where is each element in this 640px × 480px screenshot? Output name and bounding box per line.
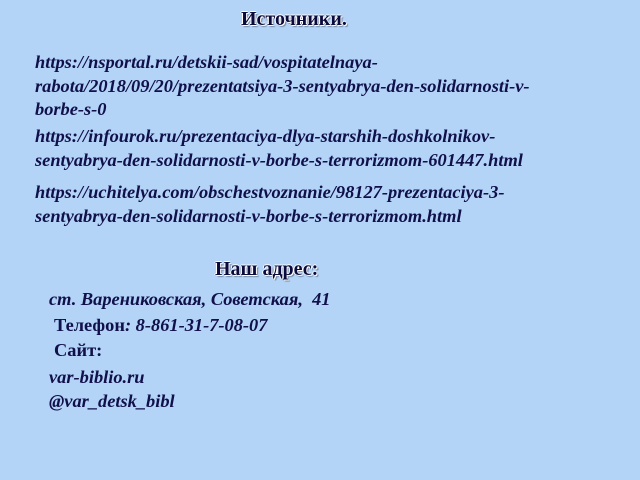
site-label: Сайт: bbox=[54, 340, 103, 360]
source-link-line: https://infourok.ru/prezentaciya-dlya-starshih-doshkolnikov- bbox=[35, 126, 496, 146]
social-handle[interactable]: @var_detsk_bibl bbox=[49, 391, 175, 411]
source-link-uchitelya[interactable] bbox=[35, 181, 635, 228]
source-link-line: https://uchitelya.com/obschestvoznanie/98127-prezentaciya-3- bbox=[35, 182, 505, 202]
source-link-line: sentyabrya-den-solidarnosti-v-borbe-s-terrorizmom.html bbox=[35, 205, 462, 226]
sources-title: Источники. bbox=[241, 8, 347, 30]
source-link-line: rabota/2018/09/20/prezentatsiya-3-sentyabrya-den-solidarnosti-v- bbox=[35, 75, 530, 96]
source-link-line: https://nsportal.ru/detskii-sad/vospitatelnaya- bbox=[35, 52, 378, 72]
source-link-line: borbe-s-0 bbox=[35, 99, 107, 120]
contacts-title: Наш адрес: bbox=[215, 258, 319, 280]
source-link-nsportal[interactable] bbox=[35, 51, 635, 122]
phone-number: : 8-861-31-7-08-07 bbox=[124, 315, 268, 335]
source-link-infourok[interactable] bbox=[35, 125, 635, 172]
source-link-line: sentyabrya-den-solidarnosti-v-borbe-s-terrorizmom-601447.html bbox=[35, 149, 523, 170]
phone-label: Телефон bbox=[54, 315, 125, 335]
phone-line bbox=[54, 313, 267, 337]
library-address: ст. Варениковская, Советская, 41 bbox=[49, 289, 331, 309]
site-link[interactable]: var-biblio.ru bbox=[49, 367, 145, 387]
